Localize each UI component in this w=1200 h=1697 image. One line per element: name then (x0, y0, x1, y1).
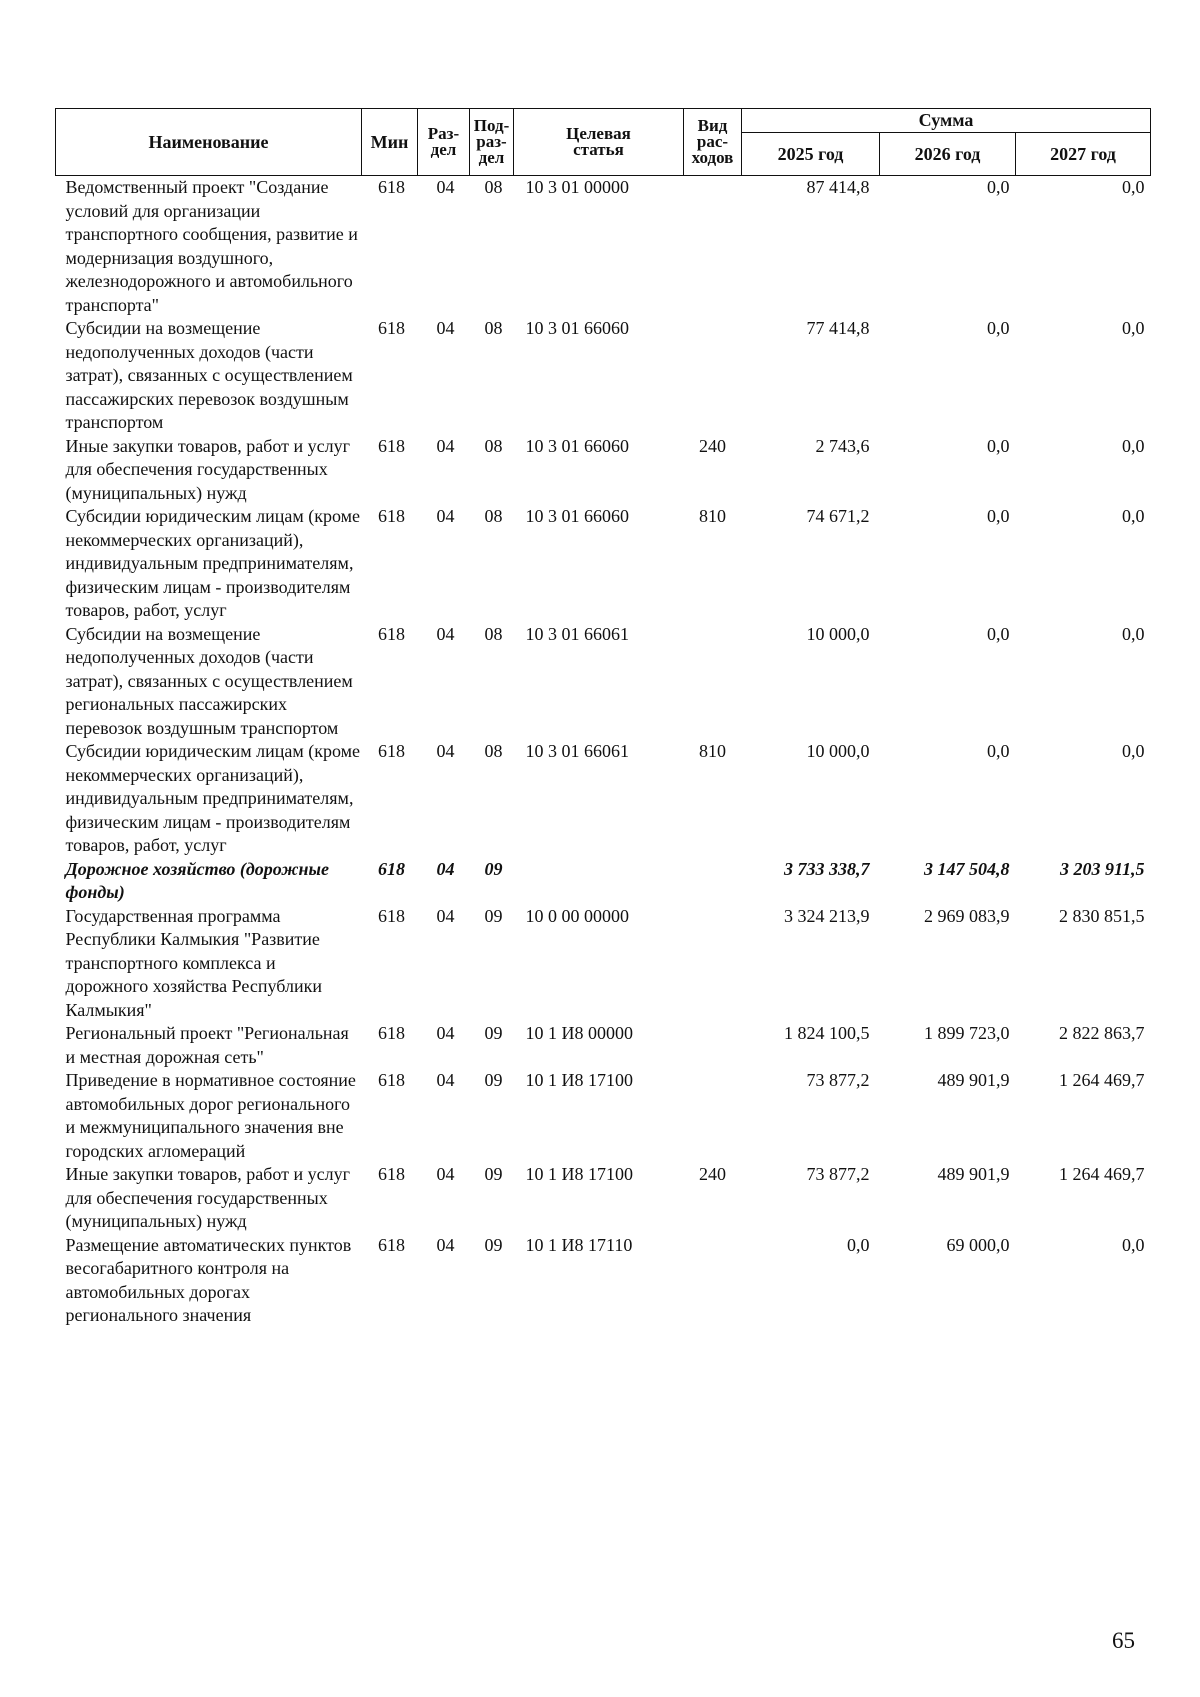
cell-podrazdel: 08 (484, 741, 503, 761)
cell-razdel: 04 (436, 1234, 455, 1255)
cell-y2025: 74 671,2 (806, 506, 870, 526)
cell-vid (684, 176, 742, 318)
cell-name: Иные закупки товаров, работ и услуг для обеспечения государственных (муниципальных) нужд (65, 1164, 350, 1231)
table-row (56, 1022, 1151, 1069)
cell-min: 618 (378, 318, 405, 338)
header-summa: Сумма (742, 109, 1151, 133)
cell-vid (684, 905, 742, 1023)
cell-y2025: 73 877,2 (806, 1164, 870, 1184)
cell-y2026: 3 147 504,8 (924, 858, 1010, 879)
cell-min: 618 (378, 623, 405, 644)
cell-vid (684, 858, 742, 905)
cell-statya: 10 1 И8 17100 (525, 1164, 633, 1184)
cell-y2026: 0,0 (987, 435, 1010, 456)
cell-name: Размещение автоматических пунктов весогабаритного контроля на автомобильных дорогах регионального значения (65, 1234, 352, 1325)
cell-podrazdel: 09 (484, 1070, 503, 1090)
cell-name: Дорожное хозяйство (дорожные фонды) (65, 858, 329, 902)
cell-y2027: 2 822 863,7 (1059, 1023, 1145, 1043)
table-row (56, 317, 1151, 435)
cell-y2026: 489 901,9 (937, 1070, 1010, 1090)
cell-vid: 240 (699, 1164, 726, 1184)
cell-min: 618 (378, 177, 405, 197)
cell-razdel: 04 (436, 177, 455, 197)
cell-razdel: 04 (436, 858, 455, 879)
cell-vid (684, 1069, 742, 1163)
cell-y2026: 0,0 (987, 506, 1010, 526)
cell-y2026: 0,0 (987, 623, 1010, 644)
cell-name: Региональный проект "Региональная и местная дорожная сеть" (65, 1023, 349, 1067)
table-row (56, 176, 1151, 318)
cell-name: Ведомственный проект "Создание условий для организации транспортного сообщения, развитие и модернизация воздушного, железнодорожного и автомобильного транспорта" (65, 177, 358, 315)
cell-y2025: 77 414,8 (806, 318, 870, 338)
table-header (56, 109, 1151, 176)
cell-statya: 10 3 01 66060 (525, 318, 629, 338)
cell-y2027: 0,0 (1122, 177, 1145, 197)
cell-statya: 10 1 И8 17110 (525, 1234, 633, 1255)
header-name: Наименование (56, 109, 362, 176)
cell-statya: 10 3 01 66060 (525, 435, 629, 456)
cell-y2027: 0,0 (1122, 623, 1145, 644)
cell-statya: 10 1 И8 17100 (525, 1070, 633, 1090)
cell-min: 618 (378, 741, 405, 761)
cell-statya: 10 1 И8 00000 (525, 1023, 633, 1043)
cell-razdel: 04 (436, 623, 455, 644)
table-row (56, 1069, 1151, 1163)
cell-min: 618 (378, 506, 405, 526)
cell-min: 618 (378, 435, 405, 456)
cell-razdel: 04 (436, 506, 455, 526)
cell-podrazdel: 09 (484, 1164, 503, 1184)
cell-razdel: 04 (436, 905, 455, 926)
cell-y2027: 0,0 (1122, 435, 1145, 456)
cell-y2025: 3 733 338,7 (784, 858, 870, 879)
cell-statya: 10 3 01 00000 (525, 177, 629, 197)
header-2025: 2025 год (742, 133, 880, 176)
cell-y2027: 3 203 911,5 (1059, 858, 1145, 879)
table-row (56, 740, 1151, 858)
header-podrazdel: Под- раз- дел (470, 109, 514, 176)
cell-y2025: 10 000,0 (806, 741, 870, 761)
cell-y2025: 87 414,8 (806, 177, 870, 197)
cell-statya: 10 3 01 66060 (525, 506, 629, 526)
cell-y2026: 489 901,9 (937, 1164, 1010, 1184)
cell-name: Субсидии на возмещение недополученных доходов (части затрат), связанных с осуществлением региональных пассажирских перевозок воздушным транспортом (65, 623, 353, 738)
table-row (56, 1234, 1151, 1328)
cell-vid (684, 623, 742, 741)
cell-y2027: 1 264 469,7 (1059, 1164, 1145, 1184)
cell-razdel: 04 (436, 1070, 455, 1090)
cell-podrazdel: 09 (484, 1234, 503, 1255)
cell-y2026: 1 899 723,0 (924, 1023, 1010, 1043)
cell-y2026: 0,0 (987, 177, 1010, 197)
cell-name: Субсидии юридическим лицам (кроме некоммерческих организаций), индивидуальным предпринимателям, физическим лицам - производителям товаров, работ, услуг (65, 506, 361, 620)
cell-statya: 10 0 00 00000 (525, 905, 629, 926)
cell-min: 618 (378, 1070, 405, 1090)
cell-razdel: 04 (436, 741, 455, 761)
cell-y2027: 0,0 (1122, 318, 1145, 338)
cell-y2025: 1 824 100,5 (784, 1023, 870, 1043)
cell-y2027: 1 264 469,7 (1059, 1070, 1145, 1090)
table-row (56, 623, 1151, 741)
cell-podrazdel: 09 (484, 858, 503, 879)
cell-podrazdel: 09 (484, 1023, 503, 1043)
cell-name: Субсидии на возмещение недополученных доходов (части затрат), связанных с осуществлением пассажирских перевозок воздушным транспортом (65, 318, 353, 432)
cell-y2026: 2 969 083,9 (924, 905, 1010, 926)
cell-name: Субсидии юридическим лицам (кроме некоммерческих организаций), индивидуальным предпринимателям, физическим лицам - производителям товаров, работ, услуг (65, 741, 361, 855)
cell-y2025: 73 877,2 (806, 1070, 870, 1090)
cell-statya (514, 858, 684, 905)
header-2027: 2027 год (1016, 133, 1151, 176)
cell-name: Иные закупки товаров, работ и услуг для обеспечения государственных (муниципальных) нужд (65, 435, 350, 503)
cell-y2027: 0,0 (1122, 741, 1145, 761)
cell-razdel: 04 (436, 1164, 455, 1184)
cell-min: 618 (378, 1234, 405, 1255)
cell-vid: 810 (699, 506, 726, 526)
cell-y2027: 0,0 (1122, 1234, 1145, 1255)
cell-y2025: 2 743,6 (815, 435, 870, 456)
table-row (56, 858, 1151, 905)
header-2026: 2026 год (880, 133, 1016, 176)
table-row (56, 435, 1151, 506)
cell-y2027: 0,0 (1122, 506, 1145, 526)
cell-vid: 810 (699, 741, 726, 761)
header-min: Мин (362, 109, 418, 176)
cell-y2025: 3 324 213,9 (784, 905, 870, 926)
cell-vid (684, 1234, 742, 1328)
cell-podrazdel: 08 (484, 506, 503, 526)
cell-podrazdel: 08 (484, 318, 503, 338)
cell-y2026: 69 000,0 (946, 1234, 1010, 1255)
cell-vid (684, 1022, 742, 1069)
header-vid: Вид рас- ходов (684, 109, 742, 176)
table-body (56, 176, 1151, 1328)
cell-razdel: 04 (436, 318, 455, 338)
cell-podrazdel: 08 (484, 177, 503, 197)
cell-vid (684, 317, 742, 435)
header-razdel: Раз- дел (418, 109, 470, 176)
header-statya: Целевая статья (514, 109, 684, 176)
cell-y2026: 0,0 (987, 318, 1010, 338)
cell-min: 618 (378, 1023, 405, 1043)
cell-vid: 240 (699, 435, 726, 456)
page-number: 65 (1112, 1628, 1135, 1653)
cell-y2025: 0,0 (847, 1234, 870, 1255)
cell-statya: 10 3 01 66061 (525, 741, 629, 761)
cell-name: Приведение в нормативное состояние автомобильных дорог регионального и межмуниципального значения вне городских агломераций (65, 1070, 356, 1161)
table-row (56, 905, 1151, 1023)
cell-y2026: 0,0 (987, 741, 1010, 761)
cell-min: 618 (378, 905, 405, 926)
cell-min: 618 (378, 858, 405, 879)
cell-y2025: 10 000,0 (806, 623, 870, 644)
cell-min: 618 (378, 1164, 405, 1184)
cell-y2027: 2 830 851,5 (1059, 905, 1145, 926)
cell-name: Государственная программа Республики Калмыкия "Развитие транспортного комплекса и дорожного хозяйства Республики Калмыкия" (65, 905, 322, 1020)
cell-podrazdel: 08 (484, 435, 503, 456)
cell-razdel: 04 (436, 1023, 455, 1043)
table-row (56, 1163, 1151, 1234)
cell-podrazdel: 09 (484, 905, 503, 926)
cell-statya: 10 3 01 66061 (525, 623, 629, 644)
budget-table (55, 108, 1151, 1328)
table-row (56, 505, 1151, 623)
cell-podrazdel: 08 (484, 623, 503, 644)
cell-razdel: 04 (436, 435, 455, 456)
